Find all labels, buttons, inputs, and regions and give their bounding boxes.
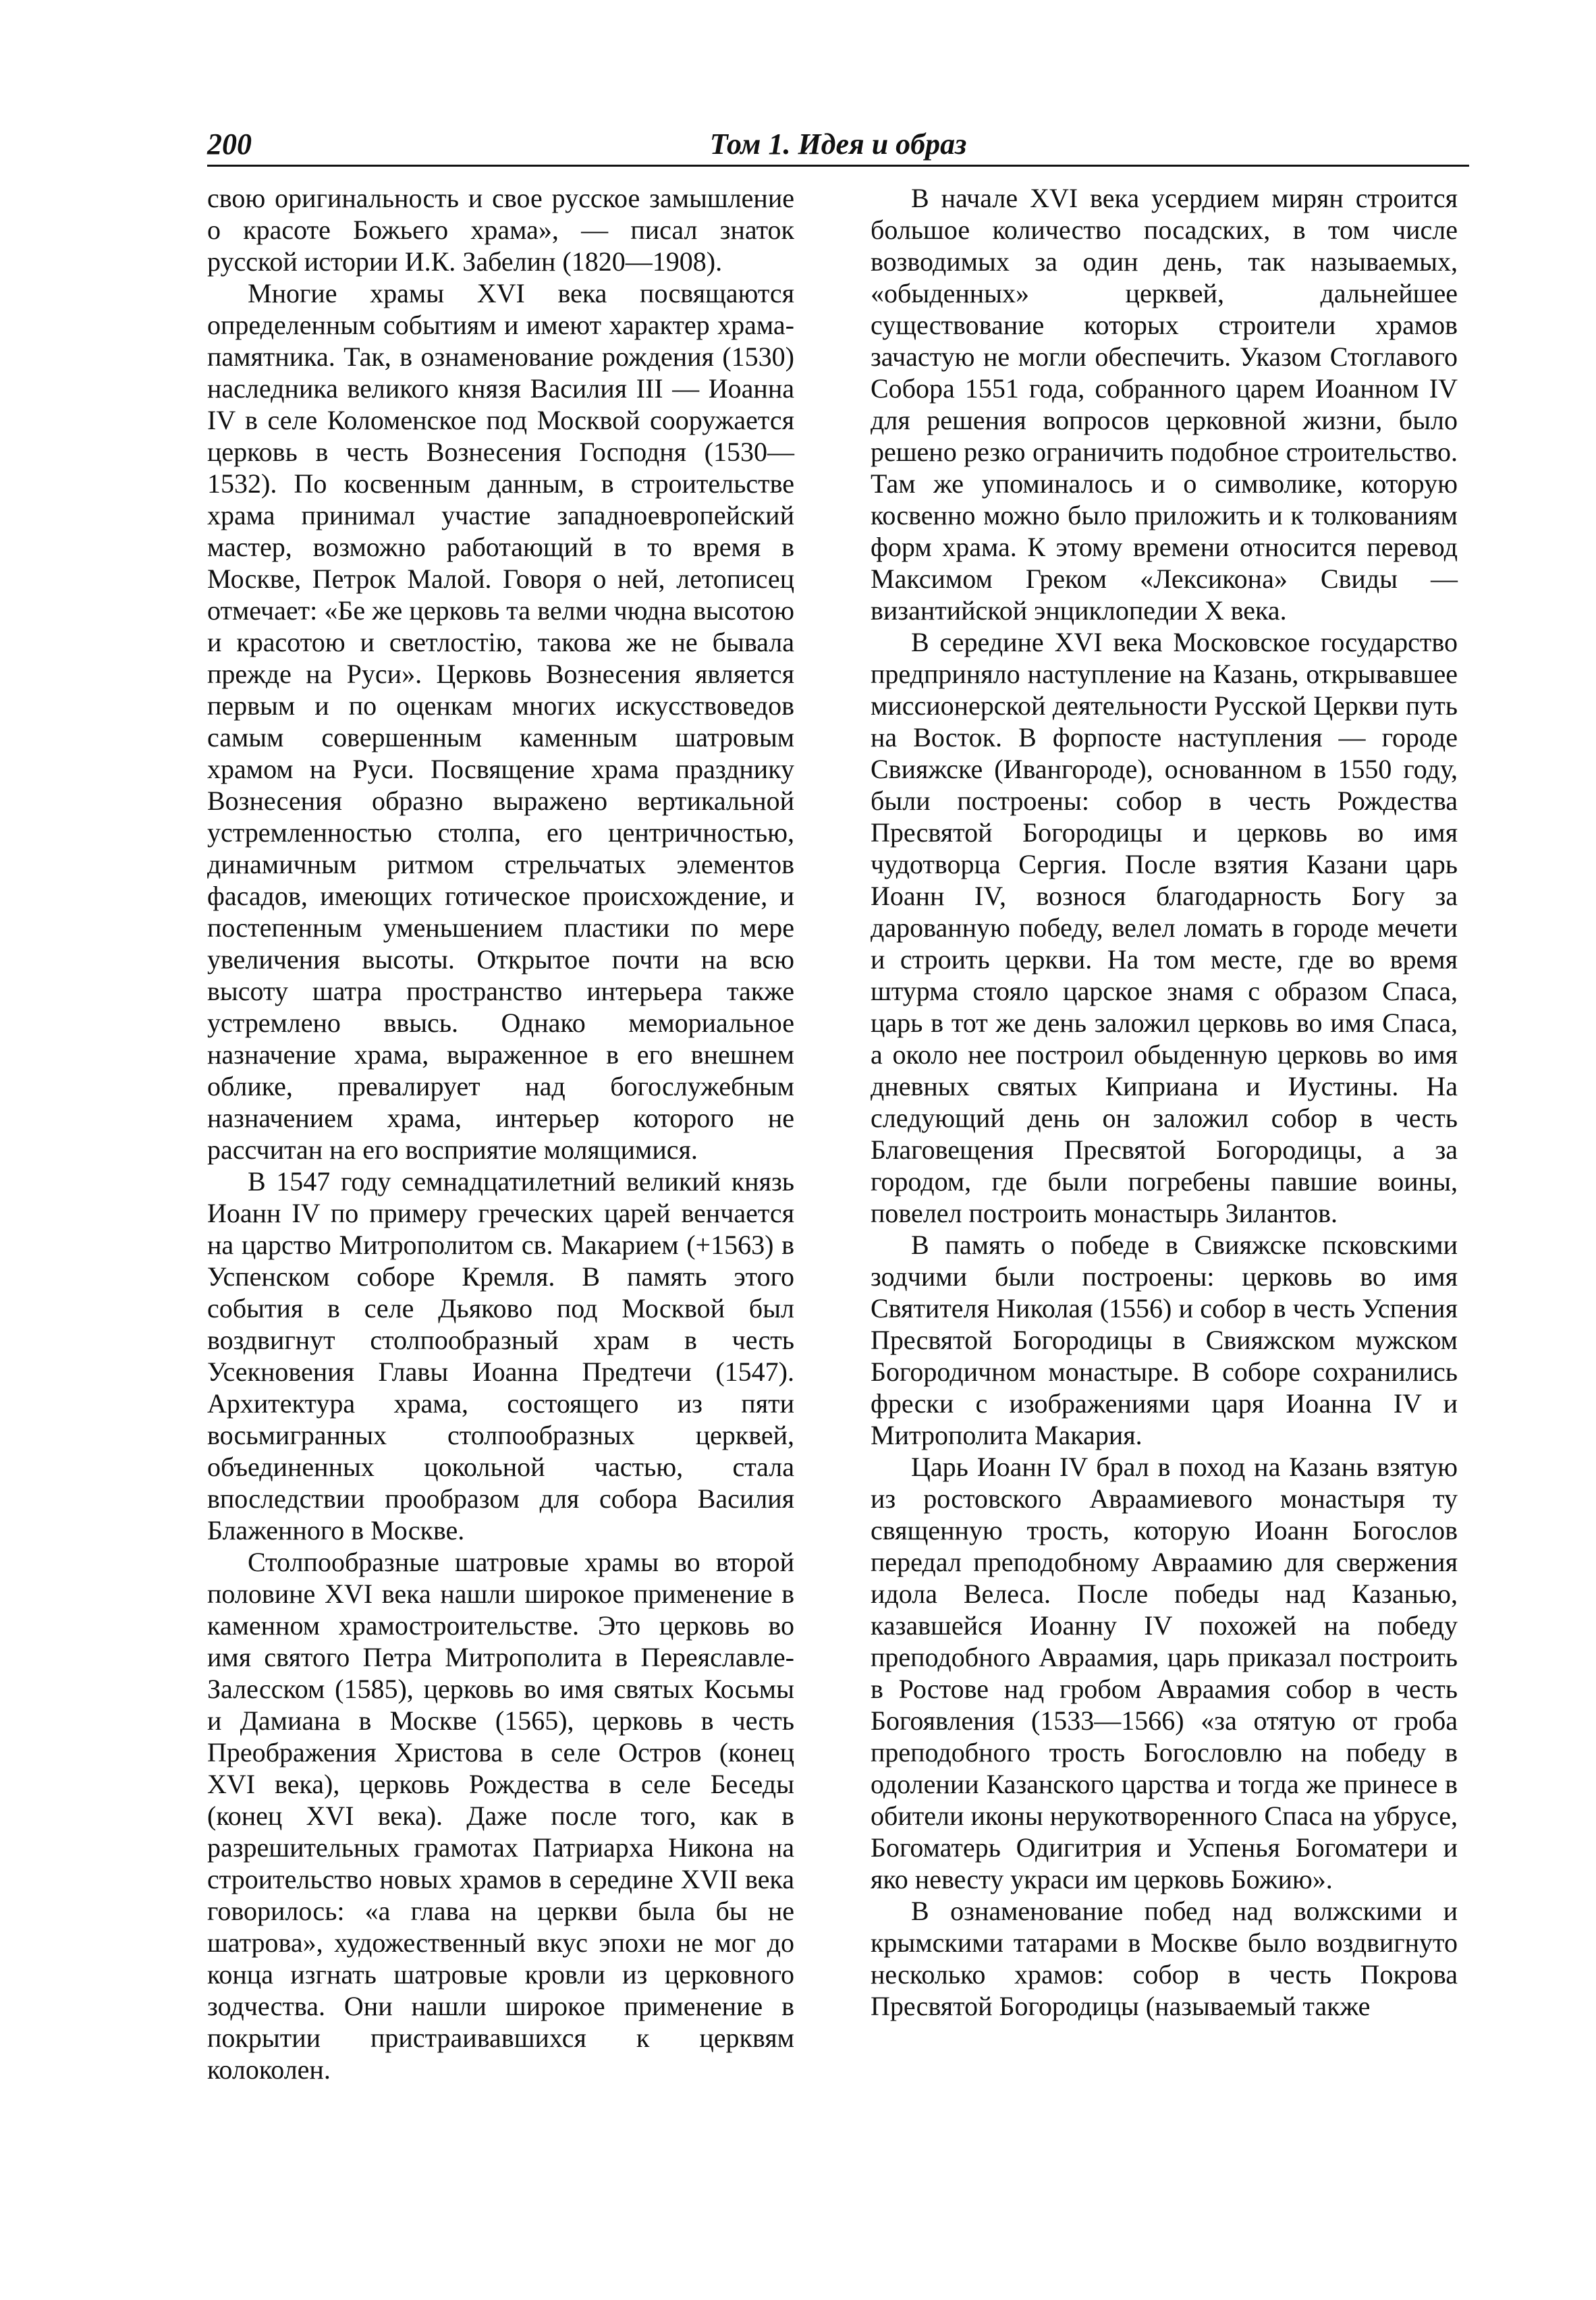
right-text-column xyxy=(871,182,1458,2022)
paragraph: В 1547 году семнадцатилетний великий князь Иоанн IV по примеру греческих царей венчается на царство Митрополитом св. Макарием (+1563) в Успенском соборе Кремля. В память этого события в селе Дьяково под Москвой был воздвигнут столпообразный храм в честь Усекновения Главы Иоанна Предтечи (1547). Архитектура храма, состоящего из пяти восьмигранных столпообразных церквей, объединенных цокольной частью, стала впоследствии прообразом для собора Василия Блаженного в Москве. xyxy=(207,1166,794,1545)
paragraph: свою оригинальность и свое русское замышление о красоте Божьего храма», — писал знаток русской истории И.К. Забелин (1820—1908). xyxy=(207,183,794,277)
left-text-column xyxy=(207,182,794,2085)
header-rule xyxy=(207,165,1469,167)
paragraph: В начале XVI века усердием мирян строится большое количество посадских, в том числе возводимых за один день, так называемых, «обыденных» церквей, дальнейшее существование которых строители храмов зачастую не могли обеспечить. Указом Стоглавого Собора 1551 года, собранного царем Иоанном IV для решения вопросов церковной жизни, было решено резко ограничить подобное строительство. Там же упоминалось и о символике, которую косвенно можно было приложить и к толкованиям форм храма. К этому времени относится перевод Максимом Греком «Лексикона» Свиды — византийской энциклопедии X века. xyxy=(871,183,1458,626)
paragraph: Столпообразные шатровые храмы во второй половине XVI века нашли широкое применение в каменном храмостроительстве. Это церковь во имя святого Петра Митрополита в Переяславле-Залесском (1585), церковь во имя святых Косьмы и Дамиана в Москве (1565), церковь в честь Преображения Христова в селе Остров (конец XVI века), церковь Рождества в селе Беседы (конец XVI века). Даже после того, как в разрешительных грамотах Патриарха Никона на строительство новых храмов в середине XVII века говорилось: «а глава на церкви была бы не шатрова», художественный вкус эпохи не мог до конца изгнать шатровые кровли из церковного зодчества. Они нашли широкое применение в покрытии пристраивавшихся к церквям колоколен. xyxy=(207,1547,794,2085)
running-title: Том 1. Идея и образ xyxy=(709,128,967,161)
paragraph: В память о победе в Свияжске псковскими зодчими были построены: церковь во имя Святителя Николая (1556) и собор в честь Успения Пресвятой Богородицы в Свияжском мужском Богородичном монастыре. В соборе сохранились фрески с изображениями царя Иоанна IV и Митрополита Макария. xyxy=(871,1230,1458,1450)
paragraph: Многие храмы XVI века посвящаются определенным событиям и имеют характер храма-памятника. Так, в ознаменование рождения (1530) наследника великого князя Василия III — Иоанна IV в селе Коломенское под Москвой сооружается церковь в честь Вознесения Господня (1530—1532). По косвенным данным, в строительстве храма принимал участие западноевропейский мастер, возможно работающий в то время в Москве, Петрок Малой. Говоря о ней, летописец отмечает: «Бе же церковь та велми чюдна высотою и красотою и светлостію, такова же не бывала прежде на Руси». Церковь Вознесения является первым и по оценкам многих искусствоведов самым совершенным каменным шатровым храмом на Руси. Посвящение храма празднику Вознесения образно выражено вертикальной устремленностью столпа, его центричностью, динамичным ритмом стрельчатых элементов фасадов, имеющих готическое происхождение, и постепенным уменьшением пластики по мере увеличения высоты. Открытое почти на всю высоту шатра пространство интерьера также устремлено ввысь. Однако мемориальное назначение храма, выраженное в его внешнем облике, превалирует над богослужебным назначением храма, интерьер которого не рассчитан на его восприятие молящимися. xyxy=(207,278,794,1165)
page-number: 200 xyxy=(207,128,252,161)
paragraph: В середине XVI века Московское государство предприняло наступление на Казань, открывавшее миссионерской деятельности Русской Церкви путь на Восток. В форпосте наступления — городе Свияжске (Ивангороде), основанном в 1550 году, были построены: собор в честь Рождества Пресвятой Богородицы и церковь во имя чудотворца Сергия. После взятия Казани царь Иоанн IV, вознося благодарность Богу за дарованную победу, велел ломать в городе мечети и строить церкви. На том месте, где во время штурма стояло царское знамя с образом Спаса, царь в тот же день заложил церковь во имя Спаса, а около нее построил обыденную церковь во имя дневных святых Киприана и Иустины. На следующий день он заложил собор в честь Благовещения Пресвятой Богородицы, а за городом, где были погребены павшие воины, повелел построить монастырь Зилантов. xyxy=(871,627,1458,1228)
paragraph: В ознаменование побед над волжскими и крымскими татарами в Москве было воздвигнуто несколько храмов: собор в честь Покрова Пресвятой Богородицы (называемый также xyxy=(871,1896,1458,2021)
running-header xyxy=(207,126,1469,163)
paragraph: Царь Иоанн IV брал в поход на Казань взятую из ростовского Авраамиевого монастыря ту священную трость, которую Иоанн Богослов передал преподобному Авраамию для свержения идола Велеса. После победы над Казанью, казавшейся Иоанну IV похожей на победу преподобного Авраамия, царь приказал построить в Ростове над гробом Авраамия собор в честь Богоявления (1533—1566) «за отятую от гроба преподобного трость Богословлю на победу в одолении Казанского царства и тогда же принесе в обители иконы нерукотворенного Спаса на убрусе, Богоматерь Одигитрия и Успенья Богоматери и яко невесту украси им церковь Божию». xyxy=(871,1452,1458,1894)
